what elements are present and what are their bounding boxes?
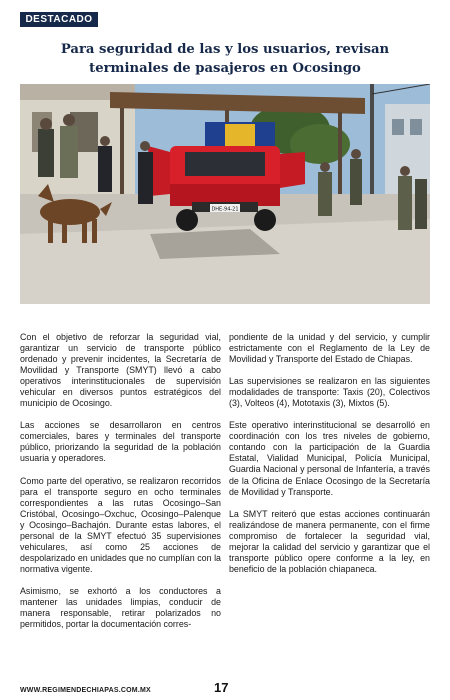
paragraph: Las acciones se desarrollaron en centros comerciales, bares y terminales del transporte público, priorizando la seguridad de la población usuaria y operadores.: [20, 420, 221, 464]
paragraph: pondiente de la unidad y del servicio, y cumplir estrictamente con el Reglamento de la Ley de Movilidad y Transporte del Estado de Chiapas.: [229, 332, 430, 365]
page-number: 17: [214, 680, 229, 695]
article-photo: [20, 84, 430, 304]
article-column-left: [20, 332, 221, 641]
license-plate-text: DHE-94-21: [211, 206, 239, 213]
website-link[interactable]: WWW.REGIMENDECHIAPAS.COM.MX: [20, 687, 151, 694]
paragraph: Con el objetivo de reforzar la seguridad vial, garantizar un servicio de transporte público ordenado y prevenir incidentes, la Secretaría de Movilidad y Transporte (SMYT) llevó a cabo operativos interinstitucionales de supervisión vehicular en diversos puntos estratégicos del municipio de Ocosingo.: [20, 332, 221, 409]
paragraph: La SMYT reiteró que estas acciones continuarán realizándose de manera permanente, con el firme compromiso de fortalecer la seguridad vial, mejorar la calidad del servicio y garantizar que el transporte público opere conforme a la ley, en beneficio de la población chiapaneca.: [229, 508, 430, 574]
section-tag: DESTACADO: [20, 12, 98, 27]
paragraph: Asimismo, se exhortó a los conductores a mantener las unidades limpias, conducir de manera responsable, retirar polarizados no permitidos, portar la documentación corres-: [20, 585, 221, 630]
paragraph: Las supervisiones se realizaron en las siguientes modalidades de transporte: Taxis (20), Colectivos (3), Volteos (4), Mototaxis (3), Mixtos (5).: [229, 376, 430, 409]
article-column-right: [229, 332, 430, 586]
paragraph: Este operativo interinstitucional se desarrolló en coordinación con los tres niveles de gobierno, contando con la participación de la Guardia Estatal, Vialidad Municipal, Policía Municipal, Guardia Nacional y personal de Infantería, a través de la Oficina de Enlace Ocosingo de la Secretaría de Movilidad y Transporte.: [229, 420, 430, 497]
article-headline: Para seguridad de las y los usuarios, revisan terminales de pasajeros en Ocosingo: [60, 42, 390, 76]
paragraph: Como parte del operativo, se realizaron recorridos para el transporte seguro en ocho terminales correspondientes a las rutas Ocosingo–San Cristóbal, Ocosingo–Oxchuc, Ocosingo–Palenque y Ocosingo–Bachajón. Durante estas labores, el personal de la SMYT efectuó 35 supervisiones vehiculares, así como 25 acciones de despolarizado en unidades que no cumplían con la normativa vigente.: [20, 475, 221, 574]
